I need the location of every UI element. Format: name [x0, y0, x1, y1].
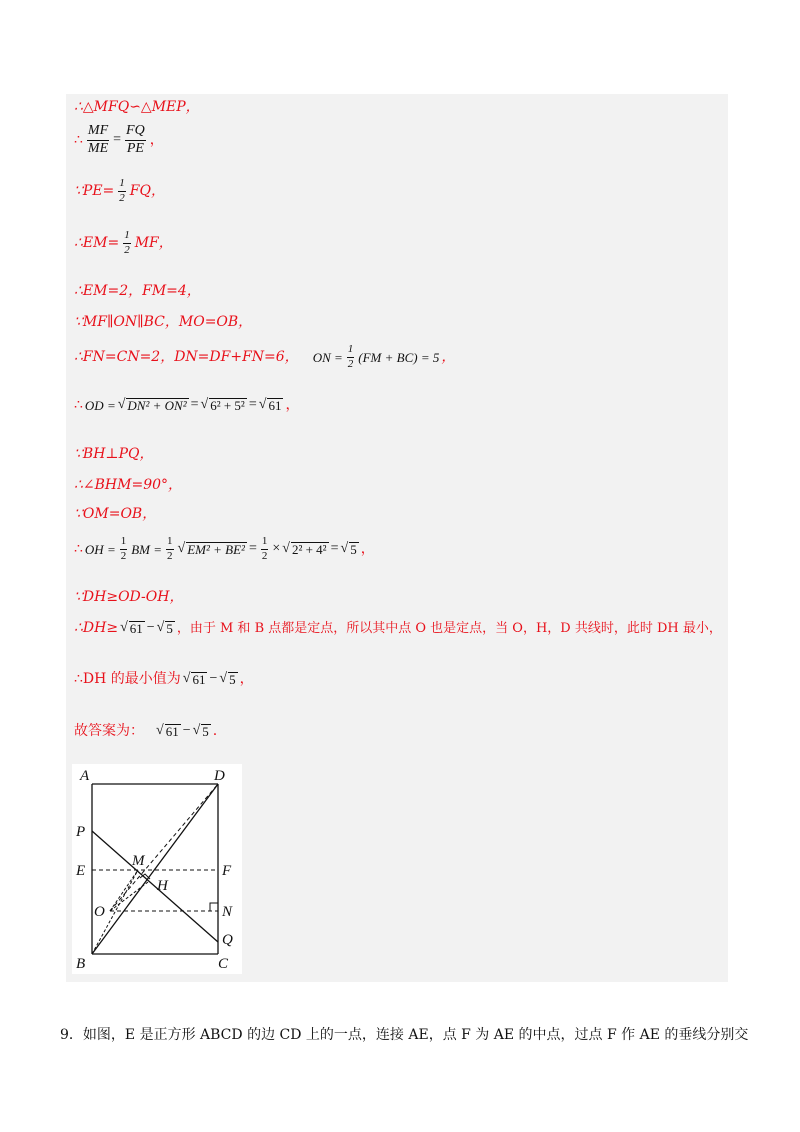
label-n: N [222, 904, 233, 920]
fraction-half: $\frac{1}{2}$ [261, 535, 268, 562]
fraction-fq-pe: $\frac{FQ}{PE}$ [126, 123, 145, 156]
line-em-fm-values: ∴EM=2，FM=4， [74, 283, 201, 299]
label-e: E [76, 863, 86, 879]
line-answer: 故答案为： √ 61 − √ 5 . [74, 723, 218, 739]
line-fn-cn-dn: ∴FN=CN=2，DN=DF+FN=6， ON = $\frac{1}{2}$ (FM + BC) = 5 ， [74, 343, 456, 370]
line-dh-minimum: ∴DH 的最小值为 √ 61 − √ 5 ， [74, 671, 254, 687]
label-c: C [218, 956, 229, 972]
fraction-half: $\frac{1}{2}$ [124, 229, 130, 256]
label-q: Q [222, 932, 233, 948]
figure-background [72, 764, 242, 974]
line-dh-reasoning: ∴DH≥ √ 61 − √ 5 ，由于 M 和 B 点都是定点，所以其中点 O 也是定点，当 O，H，D 共线时，此时 DH 最小， [74, 620, 722, 636]
line-similar-triangles: ∴△MFQ∽△MEP， [74, 99, 200, 115]
line-parallel: ∵MF∥ON∥BC，MO=OB， [74, 314, 253, 330]
label-f: F [222, 863, 232, 879]
label-d: D [214, 768, 225, 784]
line-ratio: ∴ $\frac{MF}{ME}$ = $\frac{FQ}{PE}$ ， [74, 123, 164, 156]
fraction-mf-me: $\frac{MF}{ME}$ [87, 123, 109, 156]
line-oh-value: ∴ OH = $\frac{1}{2}$ BM = $\frac{1}{2}$ √ EM² + BE² = $\frac{1}{2}$ × √ 2² + 4² = √ 5 ， [74, 535, 375, 562]
line-angle-bhm: ∴∠BHM=90°， [74, 477, 183, 493]
label-a: A [80, 768, 90, 784]
line-od-value: ∴ OD = √ DN² + ON² = √ 6² + 5² = √ 61 ， [74, 397, 300, 413]
label-o: O [94, 904, 105, 920]
fraction-half: $\frac{1}{2}$ [167, 535, 173, 562]
fraction-half: $\frac{1}{2}$ [120, 535, 127, 562]
label-m: M [132, 853, 145, 869]
label-b: B [76, 956, 86, 972]
line-pe-half-fq: ∵PE= $\frac{1}{2}$ FQ， [74, 177, 165, 204]
line-em-half-mf: ∴EM= $\frac{1}{2}$ MF， [74, 229, 173, 256]
geometry-figure [72, 764, 242, 974]
label-h: H [157, 878, 168, 894]
next-question-text: 9．如图，E 是正方形 ABCD 的边 CD 上的一点，连接 AE，点 F 为 AE 的中点，过点 F 作 AE 的垂线分别交 [60, 1027, 749, 1043]
fraction-half: $\frac{1}{2}$ [347, 343, 354, 370]
label-p: P [76, 824, 86, 840]
line-om-ob: ∵OM=OB， [74, 506, 157, 522]
line-bh-perp-pq: ∵BH⊥PQ， [74, 446, 154, 462]
line-dh-inequality: ∵DH≥OD-OH， [74, 589, 184, 605]
fraction-half: $\frac{1}{2}$ [119, 177, 125, 204]
